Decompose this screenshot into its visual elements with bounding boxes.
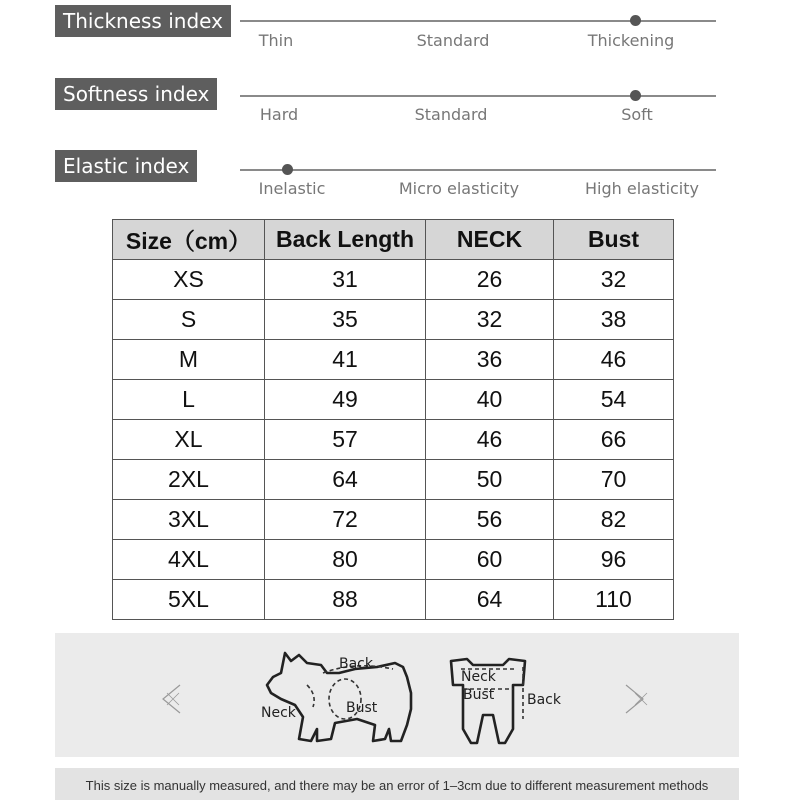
cell-neck: 36	[426, 340, 554, 380]
softness-tick-soft: Soft	[621, 105, 653, 124]
cell-neck: 26	[426, 260, 554, 300]
table-row	[113, 420, 674, 460]
softness-index-scale	[240, 95, 716, 97]
cell-neck: 50	[426, 460, 554, 500]
softness-tick-standard: Standard	[414, 105, 488, 124]
cell-back-length: 64	[265, 460, 426, 500]
cell-back-length: 49	[265, 380, 426, 420]
cell-neck: 40	[426, 380, 554, 420]
cell-neck: 32	[426, 300, 554, 340]
cell-bust: 54	[554, 380, 674, 420]
header-size: Size（cm）	[113, 220, 265, 260]
cell-size: S	[113, 300, 265, 340]
elastic-index-scale	[240, 169, 716, 171]
cell-bust: 32	[554, 260, 674, 300]
chevron-right-icon	[626, 685, 647, 713]
cell-neck: 60	[426, 540, 554, 580]
cell-size: 4XL	[113, 540, 265, 580]
cell-bust: 82	[554, 500, 674, 540]
cell-bust: 38	[554, 300, 674, 340]
cell-size: 2XL	[113, 460, 265, 500]
measurement-note: This size is manually measured, and there may be an error of 1–3cm due to different measurement methods	[55, 768, 739, 800]
table-row	[113, 380, 674, 420]
cell-back-length: 41	[265, 340, 426, 380]
dog-neck-label: Neck	[261, 705, 296, 721]
measurement-diagram-svg	[55, 633, 739, 757]
cell-back-length: 88	[265, 580, 426, 620]
cell-back-length: 80	[265, 540, 426, 580]
thickness-index-marker	[630, 15, 641, 26]
cell-neck: 56	[426, 500, 554, 540]
size-table	[112, 219, 674, 620]
chevron-left-icon	[163, 685, 180, 713]
softness-tick-hard: Hard	[259, 105, 299, 124]
elastic-tick-inelastic: Inelastic	[258, 179, 326, 198]
table-row	[113, 340, 674, 380]
table-row	[113, 540, 674, 580]
cell-size: 5XL	[113, 580, 265, 620]
size-table-header	[113, 220, 674, 260]
thickness-tick-standard: Standard	[416, 31, 490, 50]
garment-back-label: Back	[527, 692, 561, 708]
table-row	[113, 580, 674, 620]
cell-bust: 66	[554, 420, 674, 460]
thickness-tick-thin: Thin	[258, 31, 294, 50]
elastic-index-marker	[282, 164, 293, 175]
thickness-index-scale	[240, 20, 716, 22]
cell-bust: 110	[554, 580, 674, 620]
dog-back-label: Back	[339, 656, 373, 672]
table-row	[113, 260, 674, 300]
cell-back-length: 72	[265, 500, 426, 540]
thickness-index-label: Thickness index	[55, 5, 231, 37]
header-back-length: Back Length	[265, 220, 426, 260]
cell-bust: 96	[554, 540, 674, 580]
cell-size: L	[113, 380, 265, 420]
measurement-diagram	[55, 633, 739, 757]
softness-index-label: Softness index	[55, 78, 217, 110]
cell-bust: 46	[554, 340, 674, 380]
cell-size: 3XL	[113, 500, 265, 540]
cell-size: XL	[113, 420, 265, 460]
dog-bust-label: Bust	[346, 700, 378, 716]
elastic-tick-micro: Micro elasticity	[398, 179, 520, 198]
garment-neck-label: Neck	[461, 669, 496, 685]
table-row	[113, 300, 674, 340]
elastic-index-label: Elastic index	[55, 150, 197, 182]
thickness-index	[0, 5, 800, 65]
thickness-tick-thickening: Thickening	[587, 31, 675, 50]
softness-index	[0, 78, 800, 138]
cell-size: M	[113, 340, 265, 380]
elastic-index	[0, 150, 800, 210]
elastic-tick-high: High elasticity	[585, 179, 699, 198]
cell-back-length: 31	[265, 260, 426, 300]
cell-back-length: 57	[265, 420, 426, 460]
cell-neck: 64	[426, 580, 554, 620]
header-bust: Bust	[554, 220, 674, 260]
header-neck: NECK	[426, 220, 554, 260]
cell-size: XS	[113, 260, 265, 300]
table-row	[113, 460, 674, 500]
table-row	[113, 500, 674, 540]
cell-back-length: 35	[265, 300, 426, 340]
cell-neck: 46	[426, 420, 554, 460]
cell-bust: 70	[554, 460, 674, 500]
softness-index-marker	[630, 90, 641, 101]
garment-bust-label: Bust	[463, 687, 495, 703]
